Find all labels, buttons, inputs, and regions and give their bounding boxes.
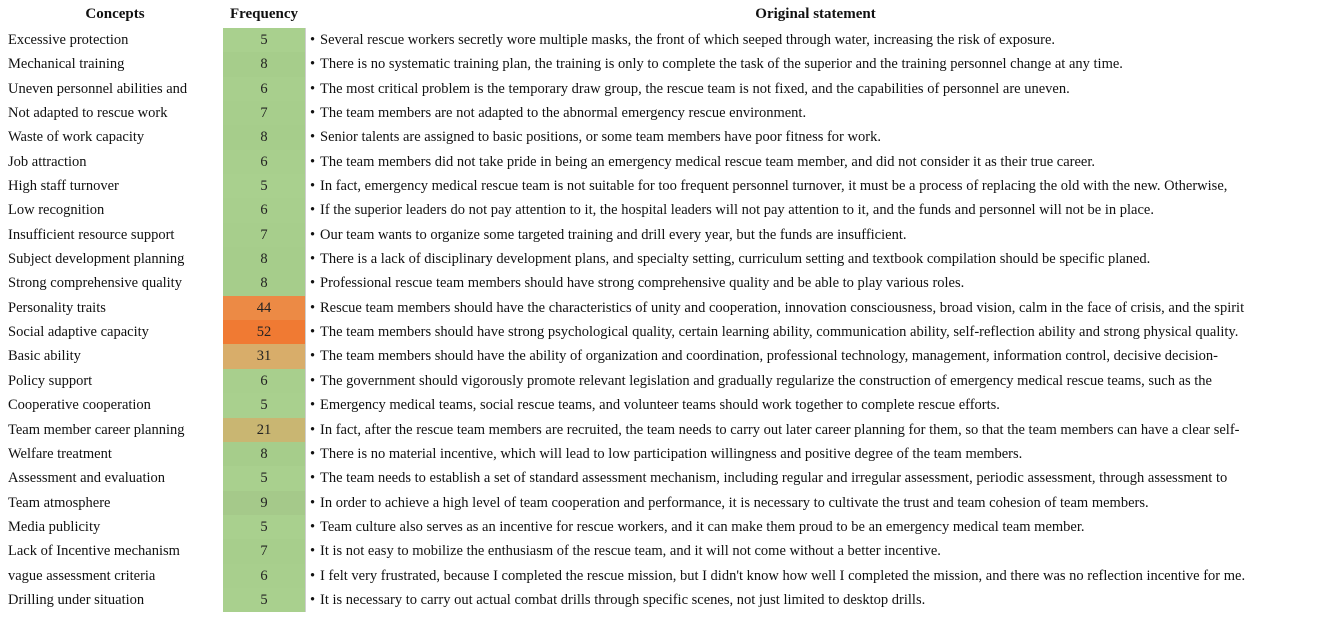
concept-cell: Subject development planning xyxy=(8,251,185,268)
statement-text: Several rescue workers secretly wore multiple masks, the front of which seeped through water, increasing the risk of exposure. xyxy=(320,32,1056,48)
frequency-cell: 31 xyxy=(223,344,305,368)
statement-cell xyxy=(310,566,1322,586)
statement-text: If the superior leaders do not pay attention to it, the hospital leaders will not pay attention to it, and the funds and personnel will not be in place. xyxy=(320,202,1154,219)
statement-cell xyxy=(310,420,1322,440)
statement-text: There is a lack of disciplinary development plans, and specialty setting, curriculum setting and textbook compilation should be specific planed. xyxy=(320,251,1151,268)
statement-cell xyxy=(310,79,1322,99)
table-row xyxy=(0,466,1325,490)
frequency-cell: 8 xyxy=(223,271,305,295)
statement-text: The team members should have the ability of organization and coordination, professional technology, management, information control, decisive decision- xyxy=(320,348,1218,365)
bullet-marker: • xyxy=(310,56,316,73)
frequency-cell: 7 xyxy=(223,101,305,125)
frequency-cell: 44 xyxy=(223,296,305,320)
frequency-cell: 5 xyxy=(223,28,305,52)
concept-cell: Low recognition xyxy=(8,202,105,219)
frequency-cell: 9 xyxy=(223,491,305,515)
frequency-cell: 5 xyxy=(223,393,305,417)
statement-cell xyxy=(310,54,1322,74)
bullet-marker: • xyxy=(310,324,316,341)
table-row xyxy=(0,247,1325,271)
concept-cell: Social adaptive capacity xyxy=(8,324,149,341)
statement-text: Team culture also serves as an incentive for rescue workers, and it can make them proud to be an emergency medical team member. xyxy=(320,518,1085,535)
table-row xyxy=(0,491,1325,515)
header-original-statement: Original statement xyxy=(755,6,876,22)
table-row xyxy=(0,150,1325,174)
concept-cell: Team member career planning xyxy=(8,421,185,438)
concept-cell: Drilling under situation xyxy=(8,591,145,608)
bullet-marker: • xyxy=(310,372,316,389)
bullet-marker: • xyxy=(310,202,316,219)
table-row xyxy=(0,320,1325,344)
frequency-cell: 6 xyxy=(223,150,305,174)
table-row xyxy=(0,344,1325,368)
bullet-marker: • xyxy=(310,32,316,48)
concept-cell: Strong comprehensive quality xyxy=(8,275,182,292)
statement-text: The team members did not take pride in being an emergency medical rescue team member, and did not consider it as their true career. xyxy=(320,153,1096,170)
frequency-cell: 6 xyxy=(223,369,305,393)
table-row xyxy=(0,223,1325,247)
concept-cell: Insufficient resource support xyxy=(8,226,175,243)
frequency-cell: 6 xyxy=(223,564,305,588)
frequency-cell: 8 xyxy=(223,52,305,76)
table-row xyxy=(0,52,1325,76)
concept-cell: vague assessment criteria xyxy=(8,567,156,584)
statement-text: I felt very frustrated, because I completed the rescue mission, but I didn't know how well I completed the mission, and there was no reflection incentive for me. xyxy=(320,567,1246,584)
table-row xyxy=(0,564,1325,588)
bullet-marker: • xyxy=(310,591,316,608)
statement-cell xyxy=(310,176,1322,196)
frequency-cell: 5 xyxy=(223,515,305,539)
statement-text: The team needs to establish a set of standard assessment mechanism, including regular and irregular assessment, periodic assessment, through assessment to xyxy=(320,470,1228,487)
concept-cell: Mechanical training xyxy=(8,56,125,73)
frequency-cell: 21 xyxy=(223,418,305,442)
statement-cell xyxy=(310,468,1322,488)
bullet-marker: • xyxy=(310,129,316,146)
bullet-marker: • xyxy=(310,543,316,560)
frequency-cell: 7 xyxy=(223,223,305,247)
concept-cell: Uneven personnel abilities and xyxy=(8,80,188,97)
statement-text: In order to achieve a high level of team cooperation and performance, it is necessary to cultivate the trust and team cohesion of team members. xyxy=(320,494,1149,511)
statement-text: There is no systematic training plan, the training is only to complete the task of the superior and the training personnel change at any time. xyxy=(320,56,1123,73)
table-row xyxy=(0,442,1325,466)
concept-cell: Cooperative cooperation xyxy=(8,397,151,414)
statement-text: In fact, after the rescue team members are recruited, the team needs to carry out later career planning for them, so that the team members can have a clear self- xyxy=(320,421,1240,438)
bullet-marker: • xyxy=(310,105,316,122)
bullet-marker: • xyxy=(310,153,316,170)
statement-text: The team members are not adapted to the abnormal emergency rescue environment. xyxy=(320,105,807,122)
bullet-marker: • xyxy=(310,567,316,584)
table-row xyxy=(0,588,1325,612)
bullet-marker: • xyxy=(310,80,316,97)
statement-cell xyxy=(310,225,1322,245)
concept-cell: Team atmosphere xyxy=(8,494,111,511)
statement-text: Professional rescue team members should have strong comprehensive quality and be able to play various roles. xyxy=(320,275,965,292)
bullet-marker: • xyxy=(310,397,316,414)
bullet-marker: • xyxy=(310,299,316,316)
bullet-marker: • xyxy=(310,470,316,487)
header-frequency: Frequency xyxy=(229,6,299,22)
statement-text: Emergency medical teams, social rescue teams, and volunteer teams should work together to complete rescue efforts. xyxy=(320,397,1000,414)
table-body xyxy=(0,28,1325,612)
statement-cell xyxy=(310,298,1322,318)
concept-cell: Media publicity xyxy=(8,518,101,535)
statement-cell xyxy=(310,103,1322,123)
table-header xyxy=(0,0,1325,28)
bullet-marker: • xyxy=(310,226,316,243)
statement-text: Senior talents are assigned to basic positions, or some team members have poor fitness for work. xyxy=(320,129,881,146)
frequency-cell: 6 xyxy=(223,198,305,222)
frequency-cell: 7 xyxy=(223,539,305,563)
bullet-marker: • xyxy=(310,178,316,195)
table-row xyxy=(0,125,1325,149)
table-row xyxy=(0,28,1325,52)
statement-cell xyxy=(310,444,1322,464)
table-row xyxy=(0,77,1325,101)
statement-cell xyxy=(310,371,1322,391)
table-row xyxy=(0,174,1325,198)
table-row xyxy=(0,418,1325,442)
table-row xyxy=(0,393,1325,417)
concept-cell: Not adapted to rescue work xyxy=(8,105,168,122)
frequency-cell: 52 xyxy=(223,320,305,344)
concept-cell: Assessment and evaluation xyxy=(8,470,166,487)
statement-cell xyxy=(310,200,1322,220)
bullet-marker: • xyxy=(310,445,316,462)
table-row xyxy=(0,369,1325,393)
statement-text: It is necessary to carry out actual combat drills through specific scenes, not just limited to desktop drills. xyxy=(320,591,926,608)
statement-text: It is not easy to mobilize the enthusiasm of the rescue team, and it will not come without a better incentive. xyxy=(320,543,941,560)
header-concepts: Concepts xyxy=(85,6,145,22)
statement-text: The government should vigorously promote relevant legislation and gradually regularize the construction of emergency medical rescue teams, such as the xyxy=(320,372,1212,389)
bullet-marker: • xyxy=(310,251,316,268)
statement-text: Our team wants to organize some targeted training and drill every year, but the funds are insufficient. xyxy=(320,226,907,243)
bullet-marker: • xyxy=(310,421,316,438)
concept-cell: Excessive protection xyxy=(8,32,129,48)
statement-cell xyxy=(310,346,1322,366)
statement-text: In fact, emergency medical rescue team is not suitable for too frequent personnel turnover, it must be a process of replacing the old with the new. Otherwise, xyxy=(320,178,1228,195)
concept-cell: Policy support xyxy=(8,372,93,389)
bullet-marker: • xyxy=(310,494,316,511)
concept-cell: Lack of Incentive mechanism xyxy=(8,543,180,560)
concept-cell: Job attraction xyxy=(8,153,87,170)
statement-cell xyxy=(310,249,1322,269)
statement-cell xyxy=(310,322,1322,342)
frequency-cell: 8 xyxy=(223,442,305,466)
statement-cell xyxy=(310,590,1322,610)
bullet-marker: • xyxy=(310,348,316,365)
statement-cell xyxy=(310,127,1322,147)
statement-text: The team members should have strong psychological quality, certain learning ability, communication ability, self-reflection ability and strong physical quality. xyxy=(320,324,1239,341)
concept-cell: Personality traits xyxy=(8,299,106,316)
table-row xyxy=(0,515,1325,539)
concept-cell: High staff turnover xyxy=(8,178,119,195)
concept-cell: Welfare treatment xyxy=(8,445,112,462)
frequency-cell: 8 xyxy=(223,125,305,149)
frequency-cell: 8 xyxy=(223,247,305,271)
table-row xyxy=(0,539,1325,563)
statement-cell xyxy=(310,273,1322,293)
table-row xyxy=(0,296,1325,320)
statement-cell xyxy=(310,493,1322,513)
table-row xyxy=(0,271,1325,295)
frequency-cell: 6 xyxy=(223,77,305,101)
statement-cell xyxy=(310,30,1322,50)
frequency-cell: 5 xyxy=(223,466,305,490)
concept-cell: Waste of work capacity xyxy=(8,129,145,146)
bullet-marker: • xyxy=(310,275,316,292)
statement-text: There is no material incentive, which will lead to low participation willingness and positive degree of the team members. xyxy=(320,445,1023,462)
frequency-cell: 5 xyxy=(223,174,305,198)
statement-text: The most critical problem is the temporary draw group, the rescue team is not fixed, and the capabilities of personnel are uneven. xyxy=(320,80,1070,97)
statement-cell xyxy=(310,517,1322,537)
statement-text: Rescue team members should have the characteristics of unity and cooperation, innovation consciousness, broad vision, calm in the face of crisis, and the spirit xyxy=(320,299,1245,316)
statement-cell xyxy=(310,541,1322,561)
statement-cell xyxy=(310,152,1322,172)
table-row xyxy=(0,101,1325,125)
table-row xyxy=(0,198,1325,222)
concept-cell: Basic ability xyxy=(8,348,81,365)
frequency-cell: 5 xyxy=(223,588,305,612)
bullet-marker: • xyxy=(310,518,316,535)
statement-cell xyxy=(310,395,1322,415)
